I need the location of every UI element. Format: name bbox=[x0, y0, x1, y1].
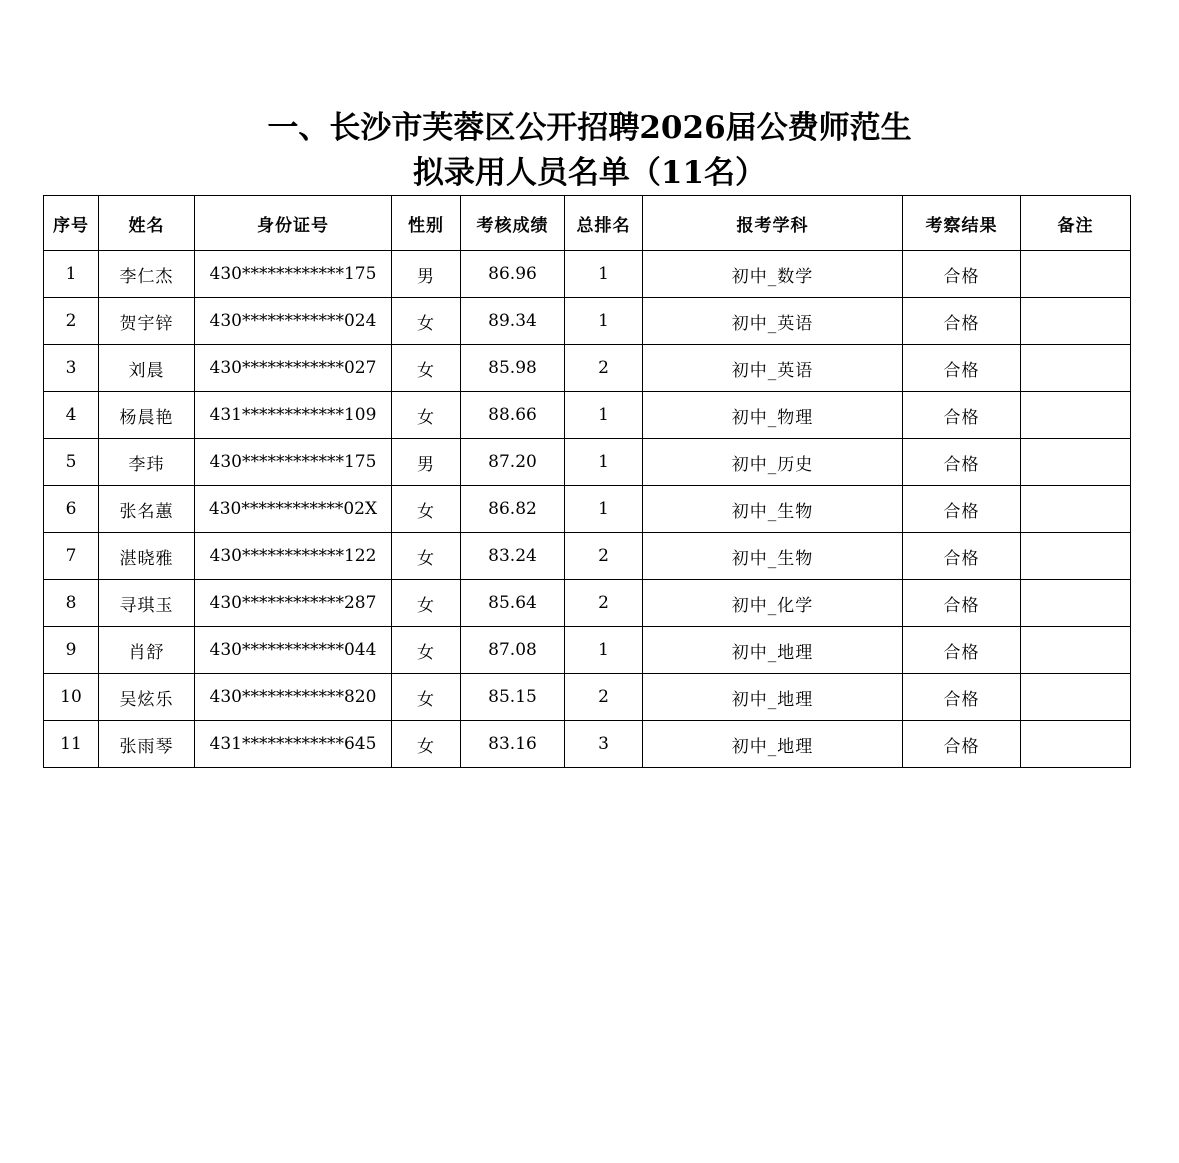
cell-score: 89.34 bbox=[461, 298, 565, 345]
cell-score: 87.20 bbox=[461, 439, 565, 486]
header-rank: 总排名 bbox=[565, 196, 643, 251]
cell-subject: 初中_英语 bbox=[643, 345, 903, 392]
cell-result: 合格 bbox=[903, 627, 1021, 674]
cell-rank: 1 bbox=[565, 298, 643, 345]
cell-gender: 女 bbox=[392, 627, 461, 674]
cell-seq: 3 bbox=[44, 345, 99, 392]
cell-subject: 初中_生物 bbox=[643, 486, 903, 533]
table-row bbox=[44, 486, 1131, 533]
cell-seq: 7 bbox=[44, 533, 99, 580]
cell-result: 合格 bbox=[903, 298, 1021, 345]
cell-gender: 女 bbox=[392, 486, 461, 533]
cell-remarks bbox=[1021, 674, 1131, 721]
document-title-line-2: 拟录用人员名单（11名） bbox=[412, 155, 767, 191]
cell-name: 李仁杰 bbox=[99, 251, 195, 298]
cell-result: 合格 bbox=[903, 580, 1021, 627]
cell-result: 合格 bbox=[903, 674, 1021, 721]
cell-name: 张雨琴 bbox=[99, 721, 195, 768]
document-title-line-1: 一、长沙市芙蓉区公开招聘2026届公费师范生 bbox=[267, 110, 912, 146]
cell-gender: 男 bbox=[392, 251, 461, 298]
cell-name: 李玮 bbox=[99, 439, 195, 486]
cell-id-number: 430************175 bbox=[195, 251, 392, 298]
cell-name: 贺宇锌 bbox=[99, 298, 195, 345]
cell-rank: 2 bbox=[565, 533, 643, 580]
header-seq: 序号 bbox=[44, 196, 99, 251]
cell-result: 合格 bbox=[903, 439, 1021, 486]
cell-subject: 初中_地理 bbox=[643, 674, 903, 721]
table-row bbox=[44, 298, 1131, 345]
cell-remarks bbox=[1021, 580, 1131, 627]
cell-id-number: 430************02X bbox=[195, 486, 392, 533]
header-result: 考察结果 bbox=[903, 196, 1021, 251]
cell-score: 83.16 bbox=[461, 721, 565, 768]
cell-result: 合格 bbox=[903, 721, 1021, 768]
cell-score: 83.24 bbox=[461, 533, 565, 580]
cell-score: 85.64 bbox=[461, 580, 565, 627]
cell-subject: 初中_生物 bbox=[643, 533, 903, 580]
header-name: 姓名 bbox=[99, 196, 195, 251]
table-row bbox=[44, 251, 1131, 298]
cell-subject: 初中_英语 bbox=[643, 298, 903, 345]
cell-name: 张名蕙 bbox=[99, 486, 195, 533]
header-score: 考核成绩 bbox=[461, 196, 565, 251]
cell-subject: 初中_化学 bbox=[643, 580, 903, 627]
cell-id-number: 431************645 bbox=[195, 721, 392, 768]
cell-remarks bbox=[1021, 486, 1131, 533]
cell-id-number: 430************820 bbox=[195, 674, 392, 721]
header-remarks: 备注 bbox=[1021, 196, 1131, 251]
cell-rank: 1 bbox=[565, 251, 643, 298]
cell-gender: 男 bbox=[392, 439, 461, 486]
cell-rank: 1 bbox=[565, 627, 643, 674]
table-row bbox=[44, 345, 1131, 392]
cell-subject: 初中_地理 bbox=[643, 721, 903, 768]
cell-rank: 3 bbox=[565, 721, 643, 768]
cell-id-number: 430************175 bbox=[195, 439, 392, 486]
cell-id-number: 430************287 bbox=[195, 580, 392, 627]
cell-subject: 初中_地理 bbox=[643, 627, 903, 674]
cell-rank: 2 bbox=[565, 580, 643, 627]
cell-gender: 女 bbox=[392, 345, 461, 392]
header-gender: 性别 bbox=[392, 196, 461, 251]
cell-subject: 初中_物理 bbox=[643, 392, 903, 439]
cell-score: 85.15 bbox=[461, 674, 565, 721]
table-row bbox=[44, 439, 1131, 486]
cell-name: 杨晨艳 bbox=[99, 392, 195, 439]
cell-seq: 4 bbox=[44, 392, 99, 439]
table-row bbox=[44, 674, 1131, 721]
cell-seq: 5 bbox=[44, 439, 99, 486]
cell-remarks bbox=[1021, 533, 1131, 580]
cell-seq: 9 bbox=[44, 627, 99, 674]
cell-gender: 女 bbox=[392, 674, 461, 721]
cell-remarks bbox=[1021, 251, 1131, 298]
table-row bbox=[44, 533, 1131, 580]
cell-remarks bbox=[1021, 627, 1131, 674]
cell-result: 合格 bbox=[903, 486, 1021, 533]
cell-seq: 8 bbox=[44, 580, 99, 627]
cell-remarks bbox=[1021, 721, 1131, 768]
cell-name: 肖舒 bbox=[99, 627, 195, 674]
cell-gender: 女 bbox=[392, 298, 461, 345]
table-row bbox=[44, 580, 1131, 627]
cell-score: 86.96 bbox=[461, 251, 565, 298]
cell-remarks bbox=[1021, 298, 1131, 345]
cell-id-number: 430************027 bbox=[195, 345, 392, 392]
cell-rank: 2 bbox=[565, 674, 643, 721]
cell-id-number: 430************024 bbox=[195, 298, 392, 345]
cell-id-number: 430************122 bbox=[195, 533, 392, 580]
cell-score: 87.08 bbox=[461, 627, 565, 674]
cell-seq: 2 bbox=[44, 298, 99, 345]
cell-remarks bbox=[1021, 439, 1131, 486]
cell-seq: 10 bbox=[44, 674, 99, 721]
cell-remarks bbox=[1021, 345, 1131, 392]
cell-score: 86.82 bbox=[461, 486, 565, 533]
cell-rank: 1 bbox=[565, 486, 643, 533]
cell-result: 合格 bbox=[903, 251, 1021, 298]
cell-rank: 1 bbox=[565, 392, 643, 439]
candidate-table bbox=[43, 195, 1131, 768]
cell-score: 88.66 bbox=[461, 392, 565, 439]
cell-subject: 初中_历史 bbox=[643, 439, 903, 486]
cell-score: 85.98 bbox=[461, 345, 565, 392]
cell-name: 寻琪玉 bbox=[99, 580, 195, 627]
cell-seq: 6 bbox=[44, 486, 99, 533]
cell-result: 合格 bbox=[903, 533, 1021, 580]
cell-subject: 初中_数学 bbox=[643, 251, 903, 298]
cell-gender: 女 bbox=[392, 533, 461, 580]
table-row bbox=[44, 392, 1131, 439]
cell-gender: 女 bbox=[392, 721, 461, 768]
cell-name: 刘晨 bbox=[99, 345, 195, 392]
cell-seq: 11 bbox=[44, 721, 99, 768]
cell-rank: 1 bbox=[565, 439, 643, 486]
table-body bbox=[44, 251, 1131, 768]
cell-rank: 2 bbox=[565, 345, 643, 392]
cell-name: 吴炫乐 bbox=[99, 674, 195, 721]
cell-remarks bbox=[1021, 392, 1131, 439]
cell-result: 合格 bbox=[903, 392, 1021, 439]
cell-id-number: 431************109 bbox=[195, 392, 392, 439]
cell-result: 合格 bbox=[903, 345, 1021, 392]
header-subject: 报考学科 bbox=[643, 196, 903, 251]
cell-gender: 女 bbox=[392, 580, 461, 627]
cell-id-number: 430************044 bbox=[195, 627, 392, 674]
table-header-row bbox=[44, 196, 1131, 251]
table-row bbox=[44, 627, 1131, 674]
cell-gender: 女 bbox=[392, 392, 461, 439]
table-row bbox=[44, 721, 1131, 768]
cell-name: 湛晓雅 bbox=[99, 533, 195, 580]
cell-seq: 1 bbox=[44, 251, 99, 298]
header-id-number: 身份证号 bbox=[195, 196, 392, 251]
